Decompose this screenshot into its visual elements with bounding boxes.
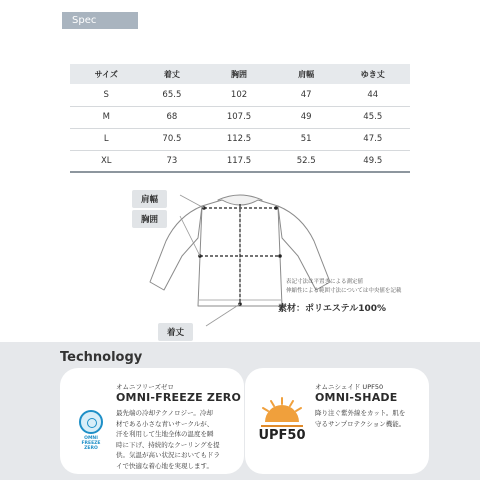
table-cell: S [70, 84, 143, 106]
technology-title: Technology [60, 350, 143, 365]
table-cell: XL [70, 150, 143, 172]
table-cell: M [70, 106, 143, 128]
note-line: 表記寸法は平置きによる測定値 [286, 279, 364, 285]
desc-line: 最先端の冷却テクノロジー。冷却 [116, 409, 213, 417]
header-size: サイズ [70, 64, 143, 84]
table-row [70, 128, 410, 150]
desc-line: 守るサンプロテクション機能。 [315, 419, 406, 428]
table-cell: 47.5 [336, 128, 410, 150]
table-cell: 73 [143, 150, 202, 172]
logo-text: FREEZE [81, 441, 101, 446]
desc-line: イで快適な着心地を実現します。 [116, 461, 213, 470]
desc-line: 供。気温が高い状況においてもドラ [116, 451, 220, 459]
table-cell: 70.5 [143, 128, 202, 150]
card-name: OMNI-SHADE [315, 391, 398, 404]
desc-line: 時に下げ、持続的なクーリングを提 [116, 440, 220, 449]
measurement-notes [286, 278, 401, 296]
table-header-row [70, 64, 410, 84]
omni-shade-sun-logo-icon [253, 390, 311, 450]
table-cell: 117.5 [201, 150, 277, 172]
table-cell: 49.5 [336, 150, 410, 172]
desc-line: 降り注ぐ紫外線をカット。肌を [315, 409, 406, 417]
table-cell: 47 [277, 84, 336, 106]
table-cell: 52.5 [277, 150, 336, 172]
header-shoulder: 肩幅 [277, 64, 336, 84]
table-cell: L [70, 128, 143, 150]
note-line: 伸縮性による範囲寸法については中央値を記載 [286, 288, 402, 294]
upf-text: UPF50 [258, 428, 306, 443]
card-kicker: オムニフリーズゼロ [116, 383, 174, 391]
table-cell: 44 [336, 84, 410, 106]
label-length: 着丈 [158, 323, 193, 341]
card-description [315, 408, 405, 429]
label-shoulder: 肩幅 [132, 190, 167, 208]
table-cell: 45.5 [336, 106, 410, 128]
omni-shade-card [245, 368, 429, 474]
header-length: 着丈 [143, 64, 202, 84]
table-cell: 65.5 [143, 84, 202, 106]
table-row [70, 150, 410, 172]
table-row [70, 106, 410, 128]
table-cell: 112.5 [201, 128, 277, 150]
logo-text: OMNI [84, 436, 98, 441]
desc-line: 汗を利用して生地全体の温度を瞬 [116, 430, 214, 438]
size-table [70, 64, 410, 173]
omni-freeze-zero-logo-icon [76, 410, 106, 450]
table-cell: 107.5 [201, 106, 277, 128]
table-cell: 102 [201, 84, 277, 106]
spec-tag: Spec [62, 12, 138, 29]
technology-section [0, 342, 480, 480]
card-description [116, 408, 220, 471]
omni-freeze-card [60, 368, 244, 474]
card-kicker: オムニシェイド UPF50 [315, 383, 384, 391]
header-chest: 胸囲 [201, 64, 277, 84]
material-text: 素材：ポリエステル100% [278, 304, 386, 314]
desc-line: 材である小さな青いサークルが、 [116, 419, 214, 428]
header-sleeve: ゆき丈 [336, 64, 410, 84]
logo-text: ZERO [84, 446, 98, 451]
card-name: OMNI-FREEZE ZERO [116, 391, 242, 404]
table-cell: 51 [277, 128, 336, 150]
table-row [70, 84, 410, 106]
table-cell: 49 [277, 106, 336, 128]
table-cell: 68 [143, 106, 202, 128]
label-chest: 胸囲 [132, 210, 167, 228]
